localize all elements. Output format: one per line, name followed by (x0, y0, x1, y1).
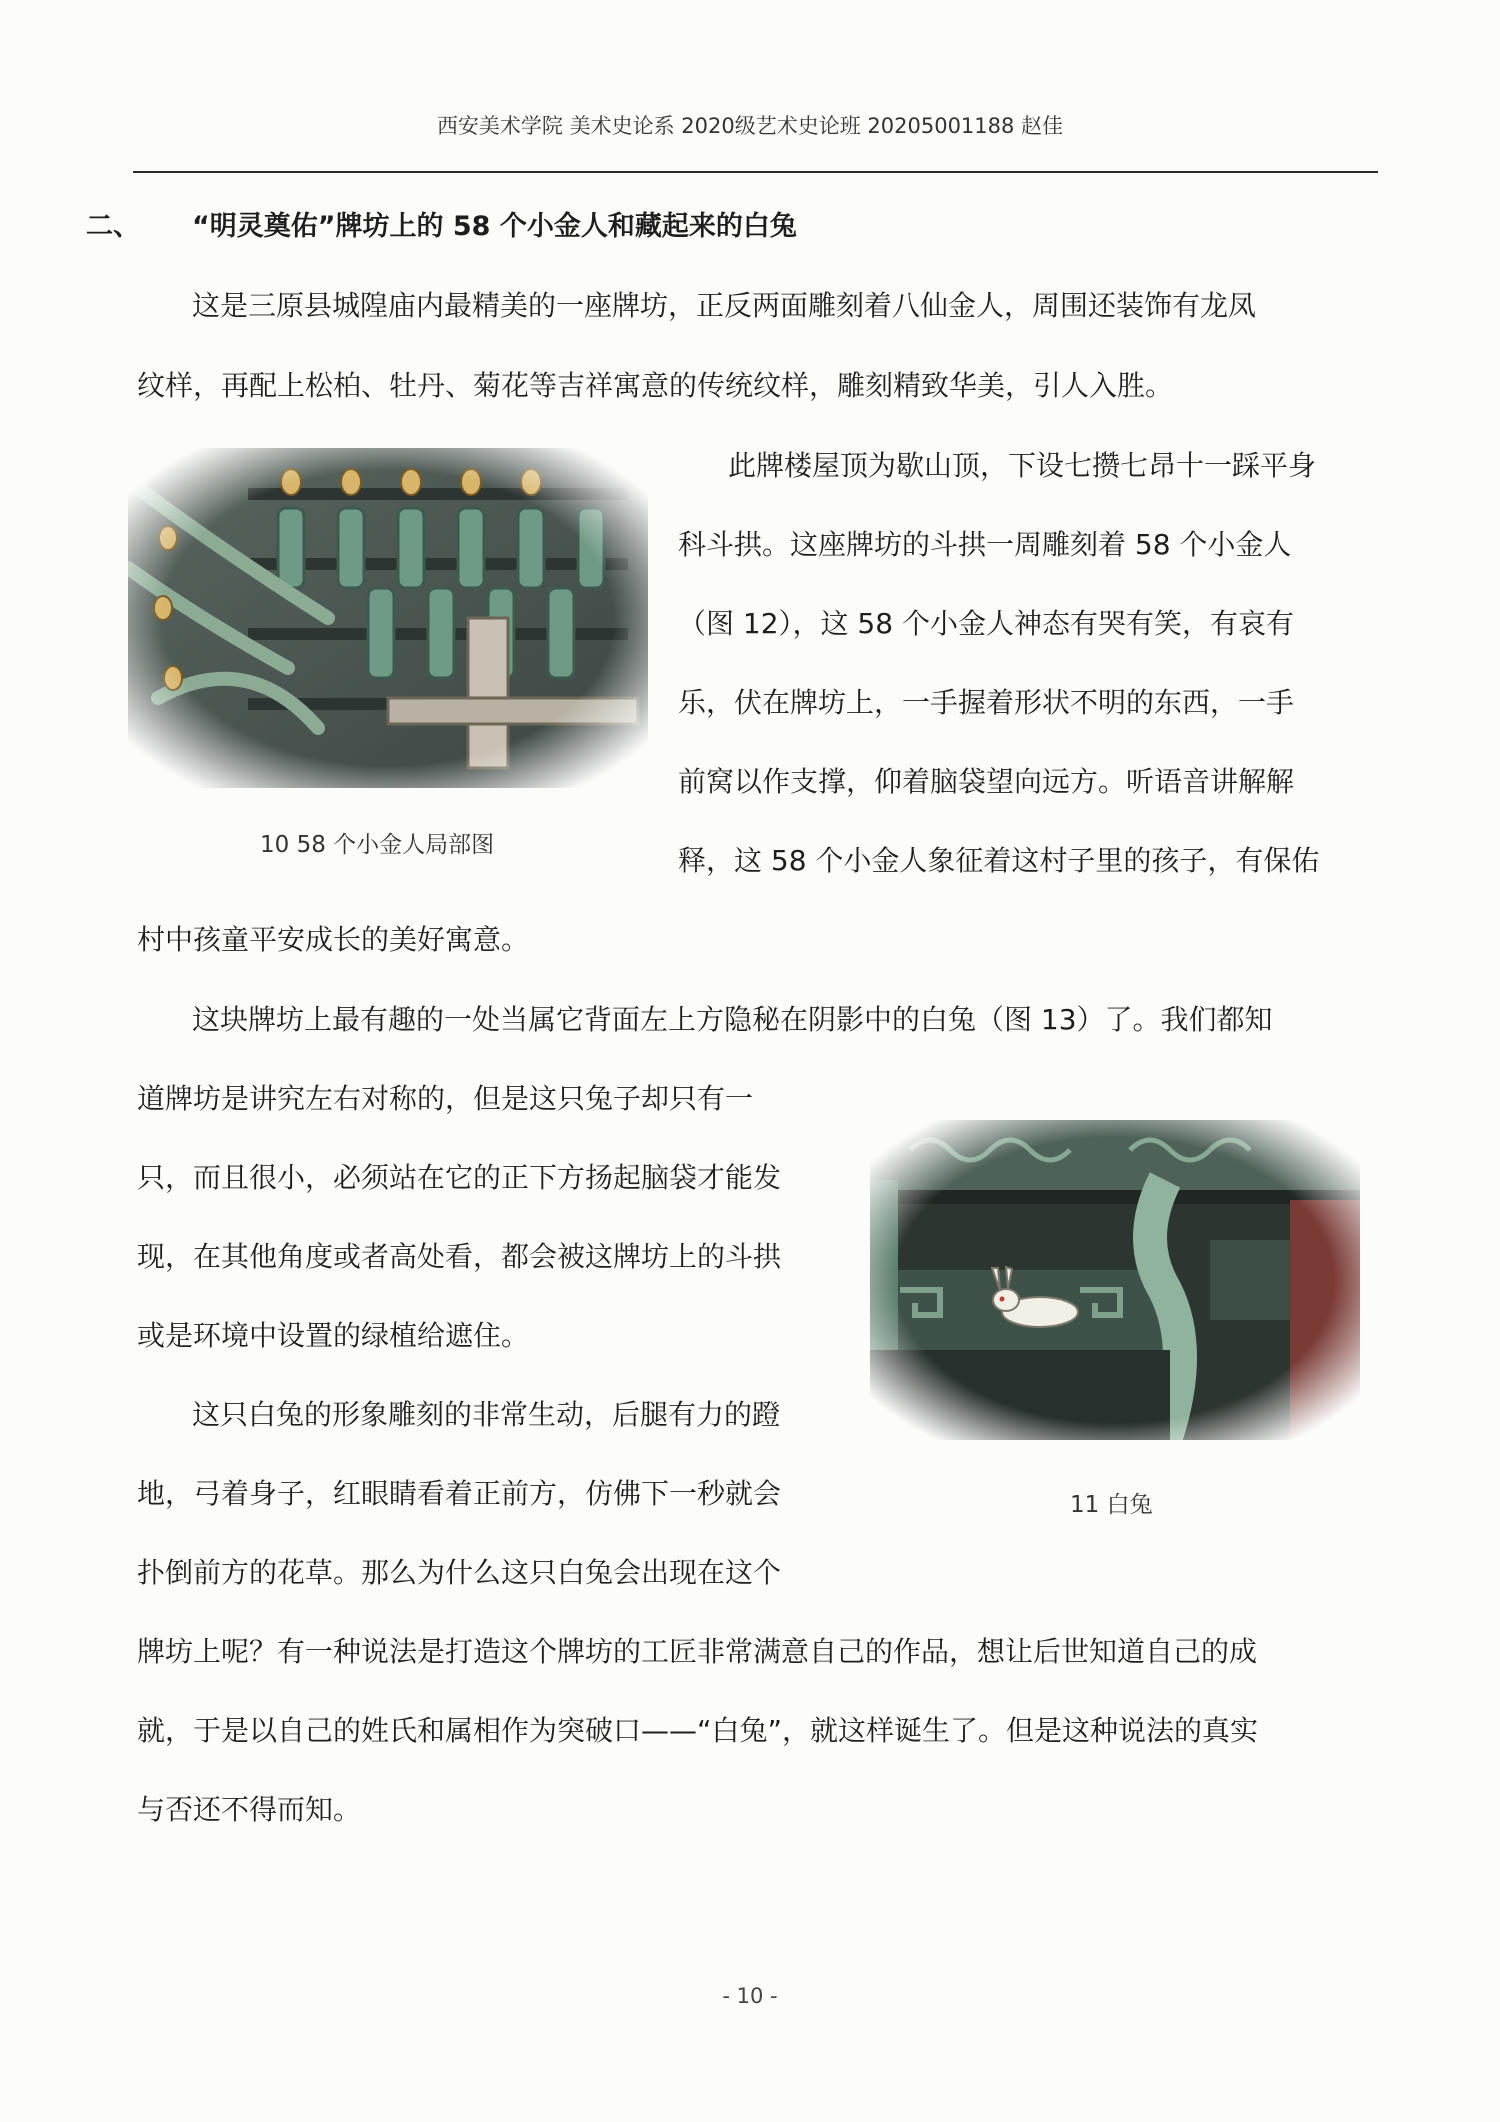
paragraph-3-line-4: 现，在其他角度或者高处看，都会被这牌坊上的斗拱 (137, 1240, 782, 1273)
paragraph-4-line-3: 扑倒前方的花草。那么为什么这只白兔会出现在这个 (137, 1556, 782, 1589)
paragraph-2-line-5: 前窝以作支撑，仰着脑袋望向远方。听语音讲解解 (678, 765, 1295, 798)
header-rule (133, 171, 1378, 173)
paragraph-2-line-3: （图 12），这 58 个小金人神态有哭有笑，有哀有 (678, 607, 1294, 640)
paragraph-1-line-1: 这是三原县城隍庙内最精美的一座牌坊，正反两面雕刻着八仙金人，周围还装饰有龙凤 (192, 289, 1257, 322)
paragraph-1-line-2: 纹样，再配上松柏、牡丹、菊花等吉祥寓意的传统纹样，雕刻精致华美，引人入胜。 (137, 369, 1174, 402)
paragraph-4-line-1: 这只白兔的形象雕刻的非常生动，后腿有力的蹬 (192, 1398, 781, 1431)
paragraph-4-line-4: 牌坊上呢？有一种说法是打造这个牌坊的工匠非常满意自己的作品，想让后世知道自己的成 (137, 1635, 1258, 1668)
golden-figures-photo (128, 448, 648, 788)
paragraph-3-line-5: 或是环境中设置的绿植给遮住。 (137, 1319, 530, 1352)
figure-2-number: 11 (1070, 1492, 1100, 1518)
white-rabbit-photo (870, 1120, 1360, 1440)
paragraph-4-line-6: 与否还不得而知。 (137, 1793, 362, 1826)
paragraph-2-line-2: 科斗拱。这座牌坊的斗拱一周雕刻着 58 个小金人 (678, 528, 1292, 561)
figure-2-caption (1070, 1486, 1153, 1519)
page-header: 西安美术学院 美术史论系 2020级艺术史论班 20205001188 赵佳 (436, 114, 1064, 138)
figure-1-title: 58 个小金人局部图 (296, 832, 495, 858)
section-number: 二、 (86, 211, 140, 242)
figure-2-title: 白兔 (1106, 1492, 1153, 1518)
paragraph-3-line-3: 只，而且很小，必须站在它的正下方扬起脑袋才能发 (137, 1161, 782, 1194)
page-number: - 10 - (722, 1984, 778, 2008)
figure-1-caption (260, 826, 494, 859)
paragraph-3-line-1: 这块牌坊上最有趣的一处当属它背面左上方隐秘在阴影中的白兔（图 13）了。我们都知 (192, 1003, 1273, 1036)
paragraph-4-line-2: 地，弓着身子，红眼睛看着正前方，仿佛下一秒就会 (137, 1477, 782, 1510)
paragraph-3-line-2: 道牌坊是讲究左右对称的，但是这只兔子却只有一 (137, 1082, 754, 1115)
paragraph-2-line-6: 释，这 58 个小金人象征着这村子里的孩子，有保佑 (678, 844, 1320, 877)
paragraph-2-line-7: 村中孩童平安成长的美好寓意。 (137, 923, 530, 956)
paragraph-4-line-5: 就，于是以自己的姓氏和属相作为突破口——“白兔”，就这样诞生了。但是这种说法的真实 (137, 1714, 1259, 1747)
paragraph-2-line-1: 此牌楼屋顶为歇山顶，下设七攒七昂十一踩平身 (728, 449, 1317, 482)
figure-1-number: 10 (260, 832, 290, 858)
section-title: “明灵奠佑”牌坊上的 58 个小金人和藏起来的白兔 (192, 211, 797, 242)
paragraph-2-line-4: 乐，伏在牌坊上，一手握着形状不明的东西，一手 (678, 686, 1295, 719)
